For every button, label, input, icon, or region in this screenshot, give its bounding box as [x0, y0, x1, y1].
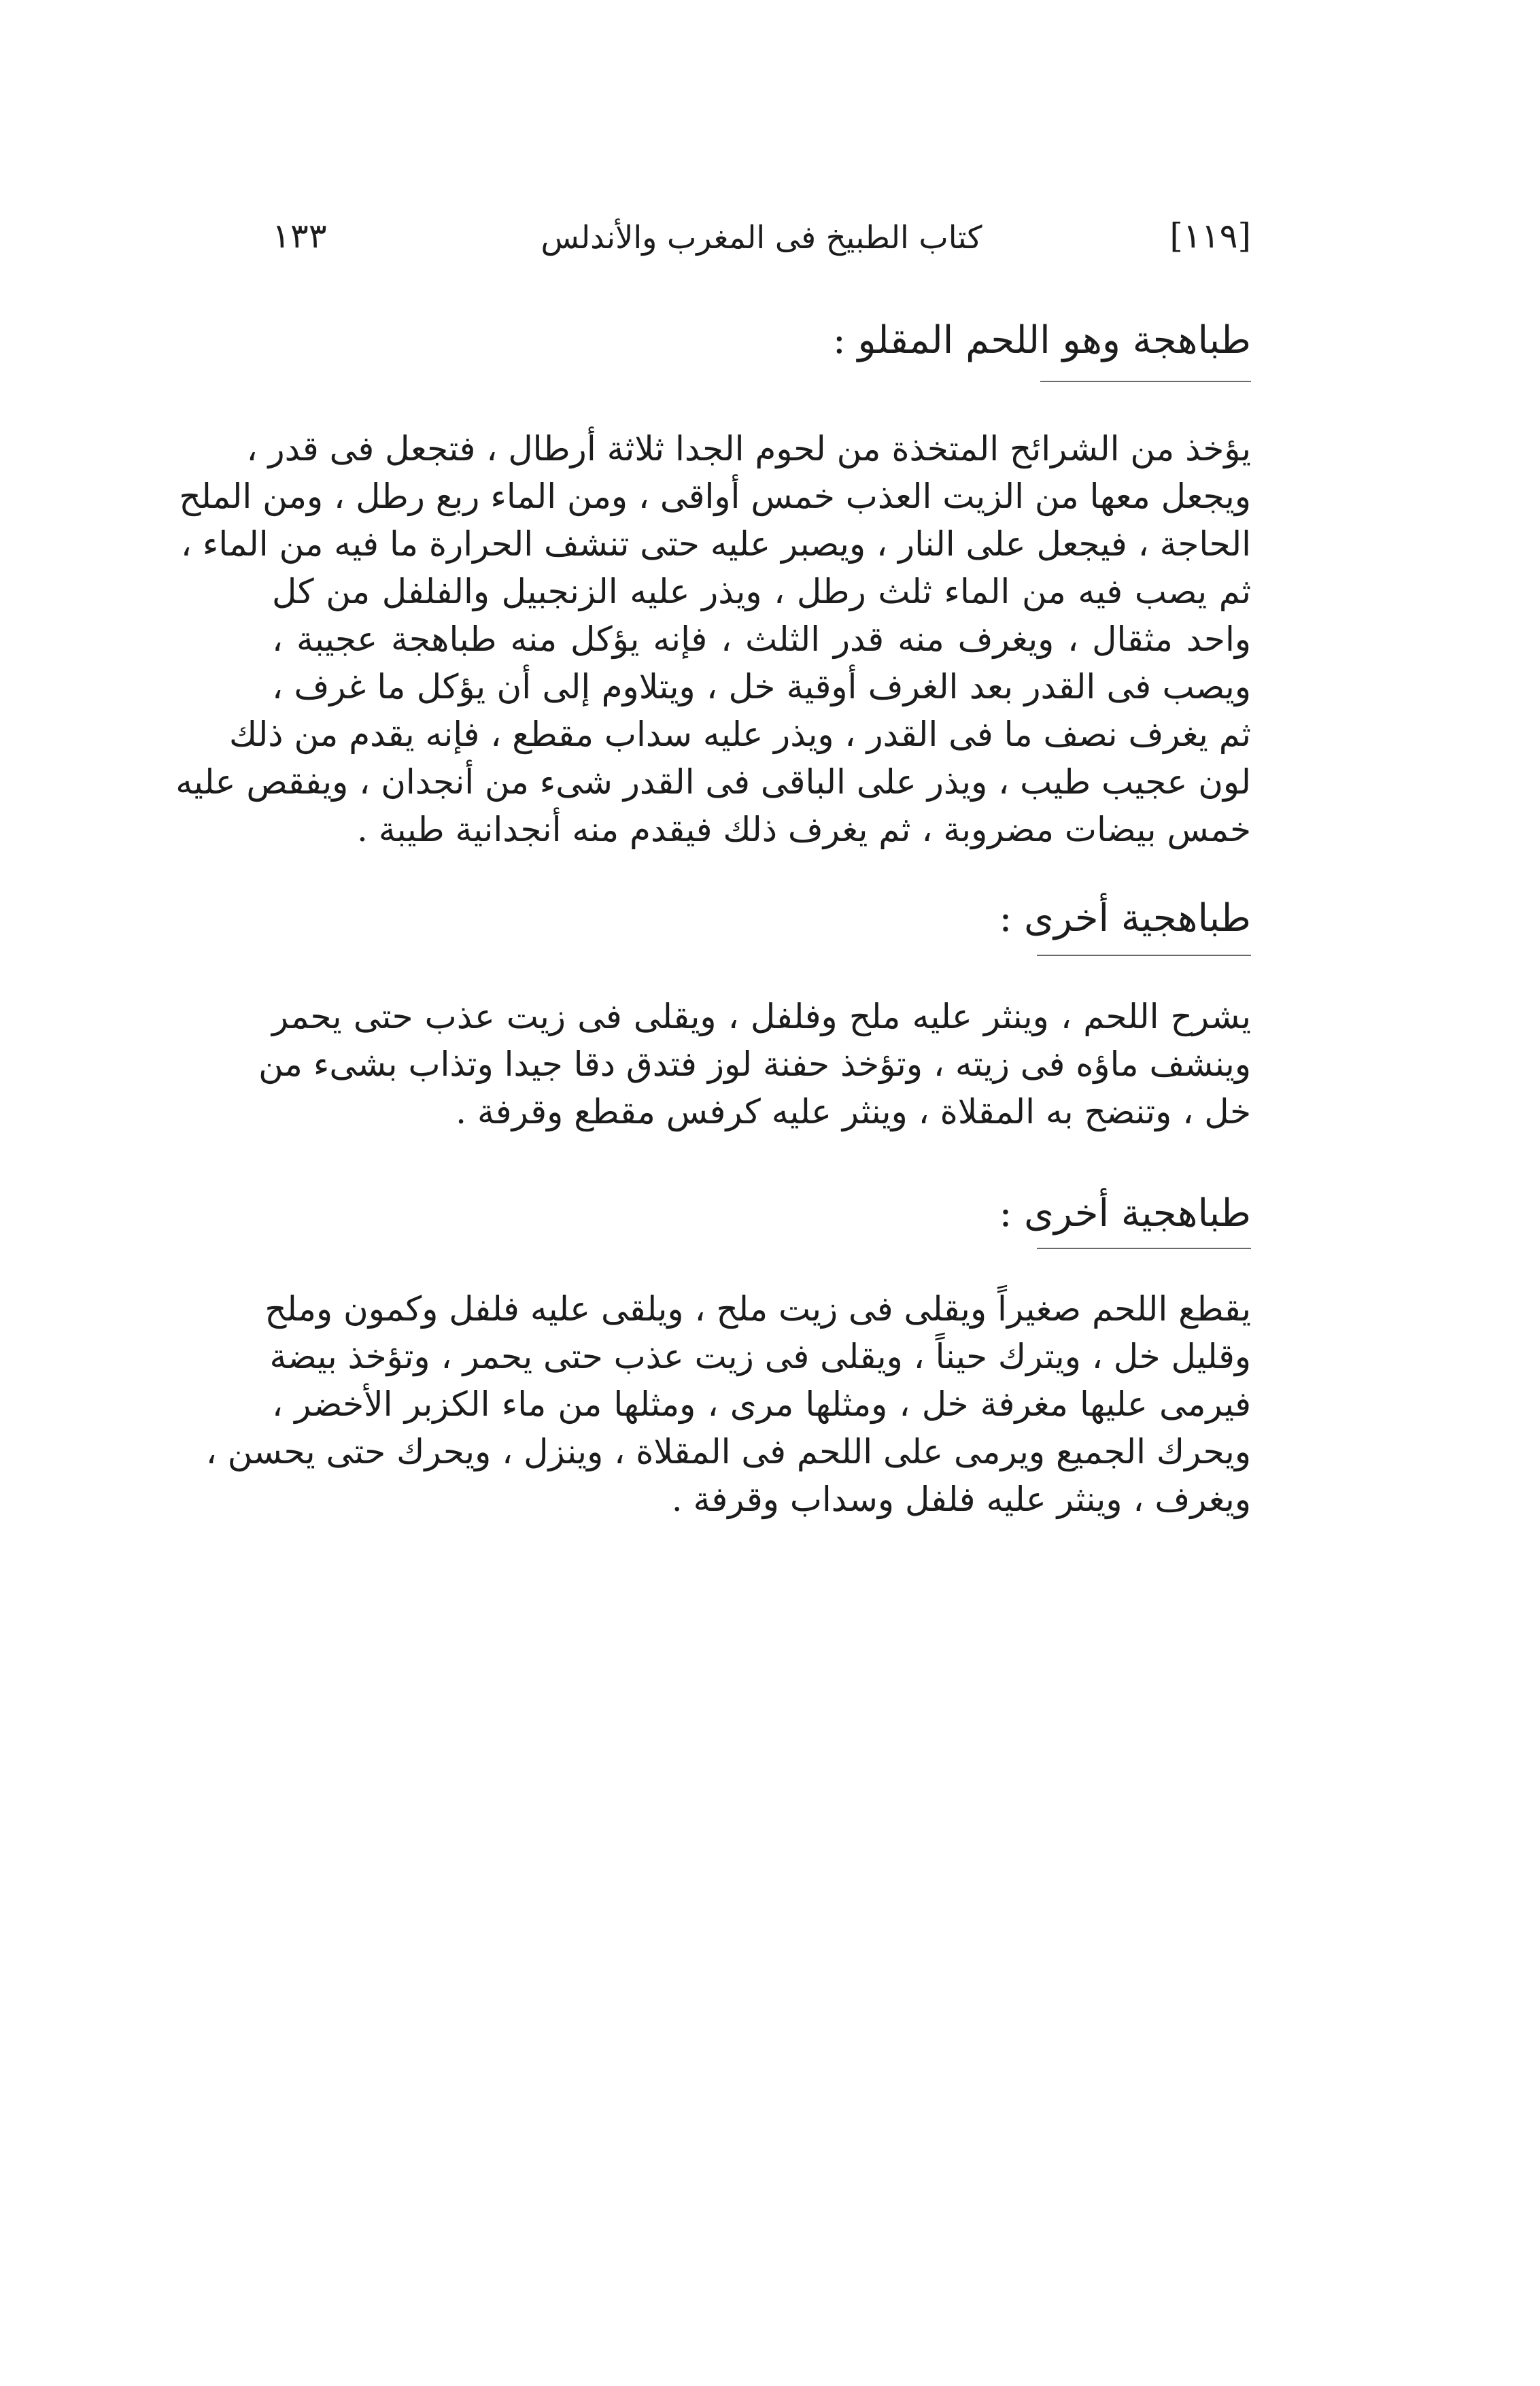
body-line: يقطع اللحم صغيراً ويقلى فى زيت ملح ، ويلقى عليه فلفل وكمون وملح	[264, 1289, 1251, 1329]
body-line: ويحرك الجميع ويرمى على اللحم فى المقلاة ، وينزل ، ويحرك حتى يحسن ،	[205, 1432, 1251, 1471]
title-underline-3	[1037, 1248, 1251, 1249]
body-line: ثم يغرف نصف ما فى القدر ، ويذر عليه سداب مقطع ، فإنه يقدم من ذلك	[228, 715, 1251, 754]
recipe-title-2: طباهجية أخرى :	[999, 896, 1251, 940]
body-line: يؤخذ من الشرائح المتخذة من لحوم الجدا ثلاثة أرطال ، فتجعل فى قدر ،	[246, 429, 1251, 468]
body-line: ويصب فى القدر بعد الغرف أوقية خل ، ويتلاوم إلى أن يؤكل ما غرف ،	[272, 667, 1251, 706]
recipe-title-1: طباهجة وهو اللحم المقلو :	[832, 318, 1251, 362]
body-line: خل ، وتنضح به المقلاة ، وينثر عليه كرفس مقطع وقرفة .	[456, 1092, 1251, 1131]
body-line: يشرح اللحم ، وينثر عليه ملح وفلفل ، ويقلى فى زيت عذب حتى يحمر	[272, 997, 1251, 1036]
section-number: [١١٩]	[1169, 216, 1251, 256]
body-line: لون عجيب طيب ، ويذر على الباقى فى القدر شىء من أنجدان ، ويفقص عليه	[175, 762, 1251, 802]
body-line: فيرمى عليها مغرفة خل ، ومثلها مرى ، ومثلها من ماء الكزبر الأخضر ،	[272, 1384, 1251, 1424]
title-underline-1	[1040, 381, 1251, 382]
body-line: وقليل خل ، ويترك حيناً ، ويقلى فى زيت عذب حتى يحمر ، وتؤخذ بيضة	[269, 1337, 1251, 1376]
recipe-title-3: طباهجية أخرى :	[999, 1191, 1251, 1235]
title-underline-2	[1037, 955, 1251, 956]
page-header	[272, 216, 1251, 277]
page-number: ١٣٣	[272, 216, 327, 256]
body-line: الحاجة ، فيجعل على النار ، ويصبر عليه حتى تنشف الحرارة ما فيه من الماء ،	[180, 524, 1251, 564]
body-line: خمس بيضات مضروبة ، ثم يغرف ذلك فيقدم منه أنجدانية طيبة .	[357, 810, 1251, 849]
body-line: وينشف ماؤه فى زيته ، وتؤخذ حفنة لوز فتدق دقا جيدا وتذاب بشىء من	[258, 1044, 1251, 1084]
body-line: واحد مثقال ، ويغرف منه قدر الثلث ، فإنه يؤكل منه طباهجة عجيبة ،	[272, 619, 1251, 659]
body-line: ويجعل معها من الزيت العذب خمس أواقى ، ومن الماء ربع رطل ، ومن الملح	[179, 477, 1251, 516]
body-line: ويغرف ، وينثر عليه فلفل وسداب وقرفة .	[671, 1480, 1251, 1519]
running-title: كتاب الطبيخ فى المغرب والأندلس	[541, 219, 982, 256]
body-line: ثم يصب فيه من الماء ثلث رطل ، ويذر عليه الزنجبيل والفلفل من كل	[272, 572, 1251, 611]
